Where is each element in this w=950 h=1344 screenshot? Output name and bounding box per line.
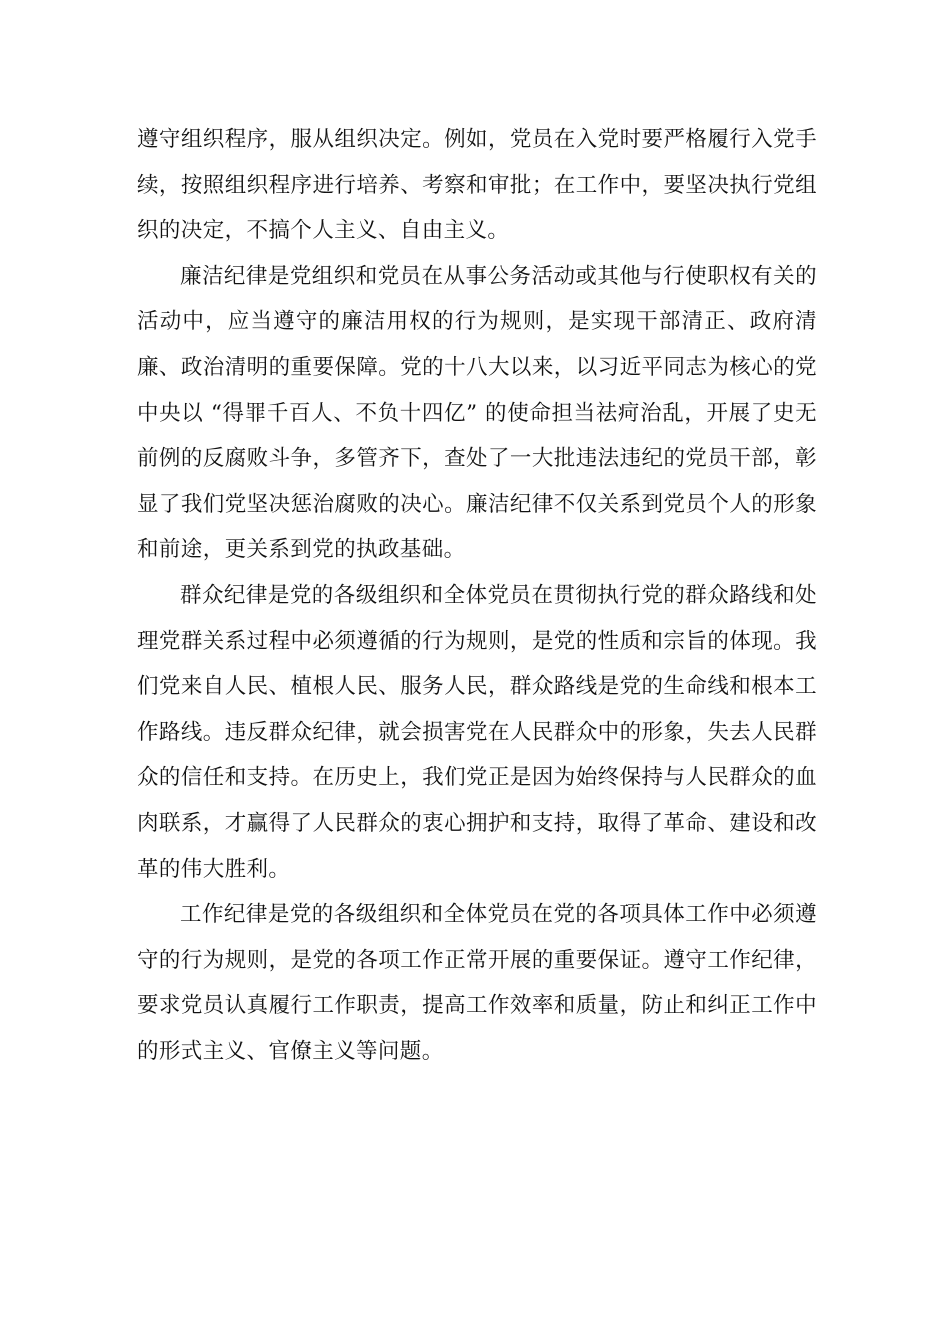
- paragraph-work-discipline: 工作纪律是党的各级组织和全体党员在党的各项具体工作中必须遵守的行为规则，是党的各项工作正常开展的重要保证。遵守工作纪律，要求党员认真履行工作职责，提高工作效率和质量，防止和纠正工作中的形式主义、官僚主义等问题。: [137, 902, 817, 1064]
- paragraph-mass-discipline: 群众纪律是党的各级组织和全体党员在贯彻执行党的群众路线和处理党群关系过程中必须遵循的行为规则，是党的性质和宗旨的体现。我们党来自人民、植根人民、服务人民，群众路线是党的生命线和根本工作路线。违反群众纪律，就会损害党在人民群众中的形象，失去人民群众的信任和支持。在历史上，我们党正是因为始终保持与人民群众的血肉联系，才赢得了人民群众的衷心拥护和支持，取得了革命、建设和改革的伟大胜利。: [137, 582, 817, 882]
- paragraph-integrity-discipline: 廉洁纪律是党组织和党员在从事公务活动或其他与行使职权有关的活动中，应当遵守的廉洁用权的行为规则，是实现干部清正、政府清廉、政治清明的重要保障。党的十八大以来，以习近平同志为核心的党中央以 “得罪千百人、不负十四亿” 的使命担当祛疴治乱，开展了史无前例的反腐败斗争，多管齐下，查处了一大批违法违纪的党员干部，彰显了我们党坚决惩治腐败的决心。廉洁纪律不仅关系到党员个人的形象和前途，更关系到党的执政基础。: [137, 263, 817, 563]
- paragraph-organization-discipline-continued: 遵守组织程序，服从组织决定。例如，党员在入党时要严格履行入党手续，按照组织程序进行培养、考察和审批；在工作中，要坚决执行党组织的决定，不搞个人主义、自由主义。: [137, 127, 817, 244]
- body-text: [137, 117, 817, 1074]
